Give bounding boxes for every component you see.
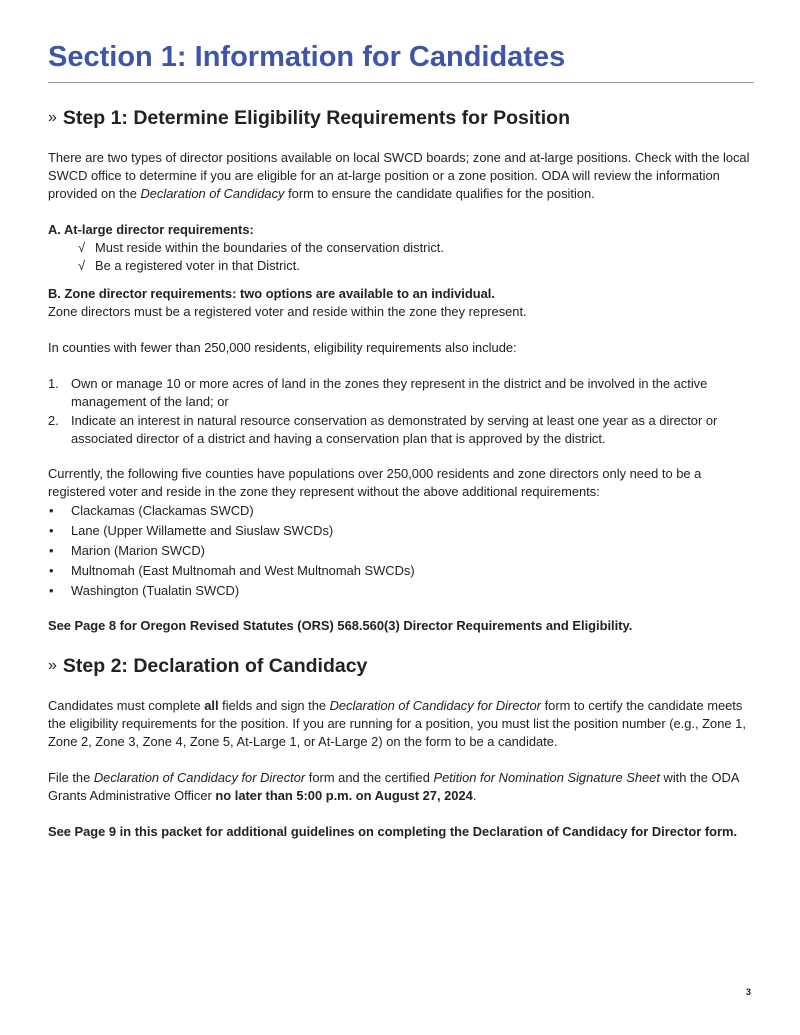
zone-heading: B. Zone director requirements: two options are available to an individual.: [48, 286, 495, 301]
bullet-icon: •: [49, 543, 54, 558]
step1-intro-italic: Declaration of Candidacy: [140, 186, 285, 201]
see-page-9-note: See Page 9 in this packet for additional guidelines on completing the Declaration of Candidacy for Director form.: [48, 824, 738, 839]
step2-paragraph-1: [48, 697, 754, 751]
step2-paragraph-2: [48, 769, 754, 805]
text-run: fields and sign the: [218, 698, 330, 713]
text-run: form to certify the candidate meets the eligibility requirements for the position. If you are running for a position, you must list the position number (e.g., Zone 1, Zone 2, Zone 3, Zone 4, Zone 5, At-Large 1, or At-Large 2) on the form to be a candidate.: [48, 698, 746, 749]
section-number: Section 1:: [48, 41, 187, 73]
section-name: Information for Candidates: [186, 41, 566, 73]
bullet-icon: •: [49, 583, 54, 598]
list-item: [48, 561, 754, 581]
list-item-text: Clackamas (Clackamas SWCD): [71, 503, 254, 518]
text-run: File the: [48, 770, 94, 785]
step2-heading: [48, 653, 754, 681]
counties-intro: In counties with fewer than 250,000 residents, eligibility requirements also include:: [48, 340, 517, 355]
step1-intro-a: There are two types of director positions available on local SWCD boards; zone and at-large positions. Check with the local SWCD office to determine if you are eligible for an at-large position or a zone position. ODA will review the information provided on the: [48, 150, 750, 201]
list-item: [48, 501, 754, 521]
at-large-list: [48, 239, 754, 275]
step1-heading: [48, 105, 754, 133]
step1-intro-b: form to ensure the candidate qualifies for the position.: [284, 186, 595, 201]
bullet-icon: •: [49, 523, 54, 538]
list-item-text: Marion (Marion SWCD): [71, 543, 205, 558]
list-number: 2.: [48, 413, 59, 428]
zone-text: Zone directors must be a registered voter and reside within the zone they represent.: [48, 304, 527, 319]
five-counties-text: Currently, the following five counties have populations over 250,000 residents and zone directors only need to be a registered voter and reside in the zone they represent without the above additional requirements:: [48, 466, 702, 499]
step1-title: Step 1: Determine Eligibility Requirements for Position: [62, 107, 570, 129]
bullet-icon: •: [49, 563, 54, 578]
title-divider: [48, 82, 754, 83]
list-item-text: Multnomah (East Multnomah and West Multnomah SWCDs): [71, 563, 415, 578]
step1-intro: [48, 149, 754, 203]
list-item-text: Lane (Upper Willamette and Siuslaw SWCDs): [71, 523, 334, 538]
check-icon: √: [78, 240, 86, 255]
list-item: [48, 521, 754, 541]
text-run-italic: Declaration of Candidacy for Director: [329, 698, 541, 713]
deadline-text: no later than 5:00 p.m. on August 27, 2024: [215, 788, 473, 803]
section-title: [48, 38, 754, 76]
text-run-bold: all: [204, 698, 219, 713]
zone-options-list: [48, 375, 754, 448]
text-run-italic: Declaration of Candidacy for Director: [93, 770, 306, 785]
list-item: [48, 375, 754, 411]
chevron-icon: »: [48, 109, 57, 126]
text-run: form and the certified: [305, 770, 434, 785]
list-item: [78, 239, 754, 257]
text-run: Candidates must complete: [48, 698, 205, 713]
list-item-text: Washington (Tualatin SWCD): [71, 583, 240, 598]
page-number: 3: [746, 987, 752, 997]
chevron-icon: »: [48, 657, 57, 674]
list-item-text: Indicate an interest in natural resource conservation as demonstrated by serving at least one year as a director or associated director of a district and having a conservation plan that is approved by the district.: [71, 413, 718, 446]
list-item-text: Must reside within the boundaries of the conservation district.: [95, 240, 444, 255]
list-item-text: Own or manage 10 or more acres of land in the zones they represent in the district and be involved in the active management of the land; or: [71, 376, 708, 409]
list-item: [48, 581, 754, 601]
at-large-heading: A. At-large director requirements:: [48, 222, 254, 237]
page-content: [48, 38, 754, 841]
counties-list: [48, 501, 754, 601]
list-item: [78, 257, 754, 275]
text-run: with the ODA Grants Administrative Officer: [48, 770, 739, 803]
text-run-italic: Petition for Nomination Signature Sheet: [433, 770, 660, 785]
list-item-text: Be a registered voter in that District.: [95, 258, 300, 273]
bullet-icon: •: [49, 503, 54, 518]
list-item: [48, 541, 754, 561]
list-number: 1.: [48, 376, 59, 391]
step2-title: Step 2: Declaration of Candidacy: [62, 655, 368, 677]
see-page-8-note: See Page 8 for Oregon Revised Statutes (ORS) 568.560(3) Director Requirements and Eligibility.: [48, 618, 633, 633]
check-icon: √: [78, 258, 86, 273]
text-run: .: [472, 788, 477, 803]
list-item: [48, 412, 754, 448]
